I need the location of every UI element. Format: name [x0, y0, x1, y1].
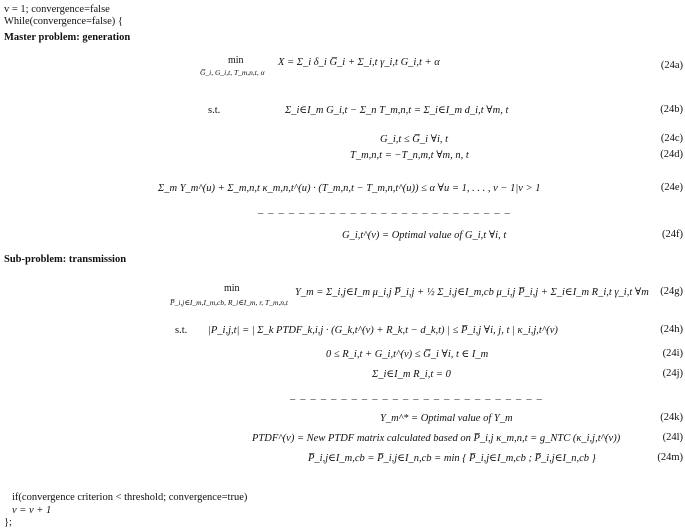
constraint-24k: Y_m^* = Optimal value of Y_m: [380, 413, 513, 424]
eq-number-24m: (24m): [657, 452, 683, 463]
sub-st: s.t.: [175, 325, 188, 336]
constraint-24e: Σ_m Y_m^(u) + Σ_m,n,t κ_m,n,t^(u) · (T_m,n,t − T_m,n,t^(u)) ≤ α ∀u = 1, . . . , v − 1|v > 1: [158, 183, 541, 194]
init-line: v = 1; convergence=false: [4, 4, 110, 15]
master-title: Master problem: generation: [4, 32, 131, 43]
constraint-24i: 0 ≤ R_i,t + G_i,t^(v) ≤ G̅_i ∀i, t ∈ I_m: [326, 349, 489, 360]
constraint-24h: |P_i,j,t| = | Σ_k PTDF_k,i,j · (G_k,t^(v) + R_k,t − d_k,t) | ≤ P̅_i,j ∀i, j, t | κ_i,j,t^(v): [208, 325, 558, 336]
eq-number-24j: (24j): [662, 368, 683, 379]
eq-number-24b: (24b): [660, 104, 683, 115]
eq-number-24k: (24k): [660, 412, 683, 423]
master-obj-vars: G̅_i, G_i,t, T_m,n,t, α: [200, 68, 265, 77]
eq-number-24e: (24e): [660, 182, 683, 193]
constraint-24b: Σ_i∈I_m G_i,t − Σ_n T_m,n,t = Σ_i∈I_m d_i,t ∀m, t: [285, 105, 509, 116]
eq-number-24l: (24l): [662, 432, 683, 443]
sub-obj-min: min: [224, 283, 240, 294]
sub-objective: Y_m = Σ_i,j∈I_m μ_i,j P̅_i,j + ½ Σ_i,j∈I_m,cb μ_i,j P̅_i,j + Σ_i∈I_m R_i,t γ_i,t ∀m: [295, 287, 649, 298]
constraint-24m: P̅_i,j∈I_m,cb = P̅_i,j∈I_n,cb = min { P̅_i,j∈I_m,cb ; P̅_i,j∈I_n,cb }: [308, 453, 596, 464]
eq-number-24i: (24i): [662, 348, 683, 359]
sub-title: Sub-problem: transmission: [4, 254, 127, 265]
constraint-24d: T_m,n,t = −T_n,m,t ∀m, n, t: [350, 150, 469, 161]
close-line: };: [4, 517, 12, 528]
sub-separator: – – – – – – – – – – – – – – – – – – – – – – – – –: [290, 394, 544, 405]
eq-number-24h: (24h): [660, 324, 683, 335]
eq-number-24a: (24a): [660, 60, 683, 71]
constraint-24j: Σ_i∈I_m R_i,t = 0: [372, 369, 451, 380]
update-line: v = v + 1: [12, 505, 52, 516]
if-line: if(convergence criterion < threshold; convergence=true): [12, 492, 248, 503]
constraint-24f: G_i,t^(v) = Optimal value of G_i,t ∀i, t: [342, 230, 507, 241]
eq-number-24c: (24c): [660, 133, 683, 144]
eq-number-24f: (24f): [662, 229, 683, 240]
constraint-24l: PTDF^(v) = New PTDF matrix calculated based on P̅_i,j κ_m,n,t = g_NTC (κ_i,j,t^(v)): [252, 433, 621, 444]
master-obj-min: min: [228, 55, 244, 66]
eq-number-24d: (24d): [660, 149, 683, 160]
master-st: s.t.: [208, 105, 221, 116]
eq-number-24g: (24g): [660, 286, 683, 297]
master-objective: X = Σ_i δ_i G̅_i + Σ_i,t γ_i,t G_i,t + α: [278, 57, 440, 68]
sub-obj-vars: P̅_i,j∈I_m,I_m,cb, R_i∈I_m, r, T_m,n,t: [170, 298, 288, 307]
while-line: While(convergence=false) {: [4, 16, 123, 27]
constraint-24c: G_i,t ≤ G̅_i ∀i, t: [380, 134, 449, 145]
master-separator: – – – – – – – – – – – – – – – – – – – – – – – – –: [258, 208, 512, 219]
